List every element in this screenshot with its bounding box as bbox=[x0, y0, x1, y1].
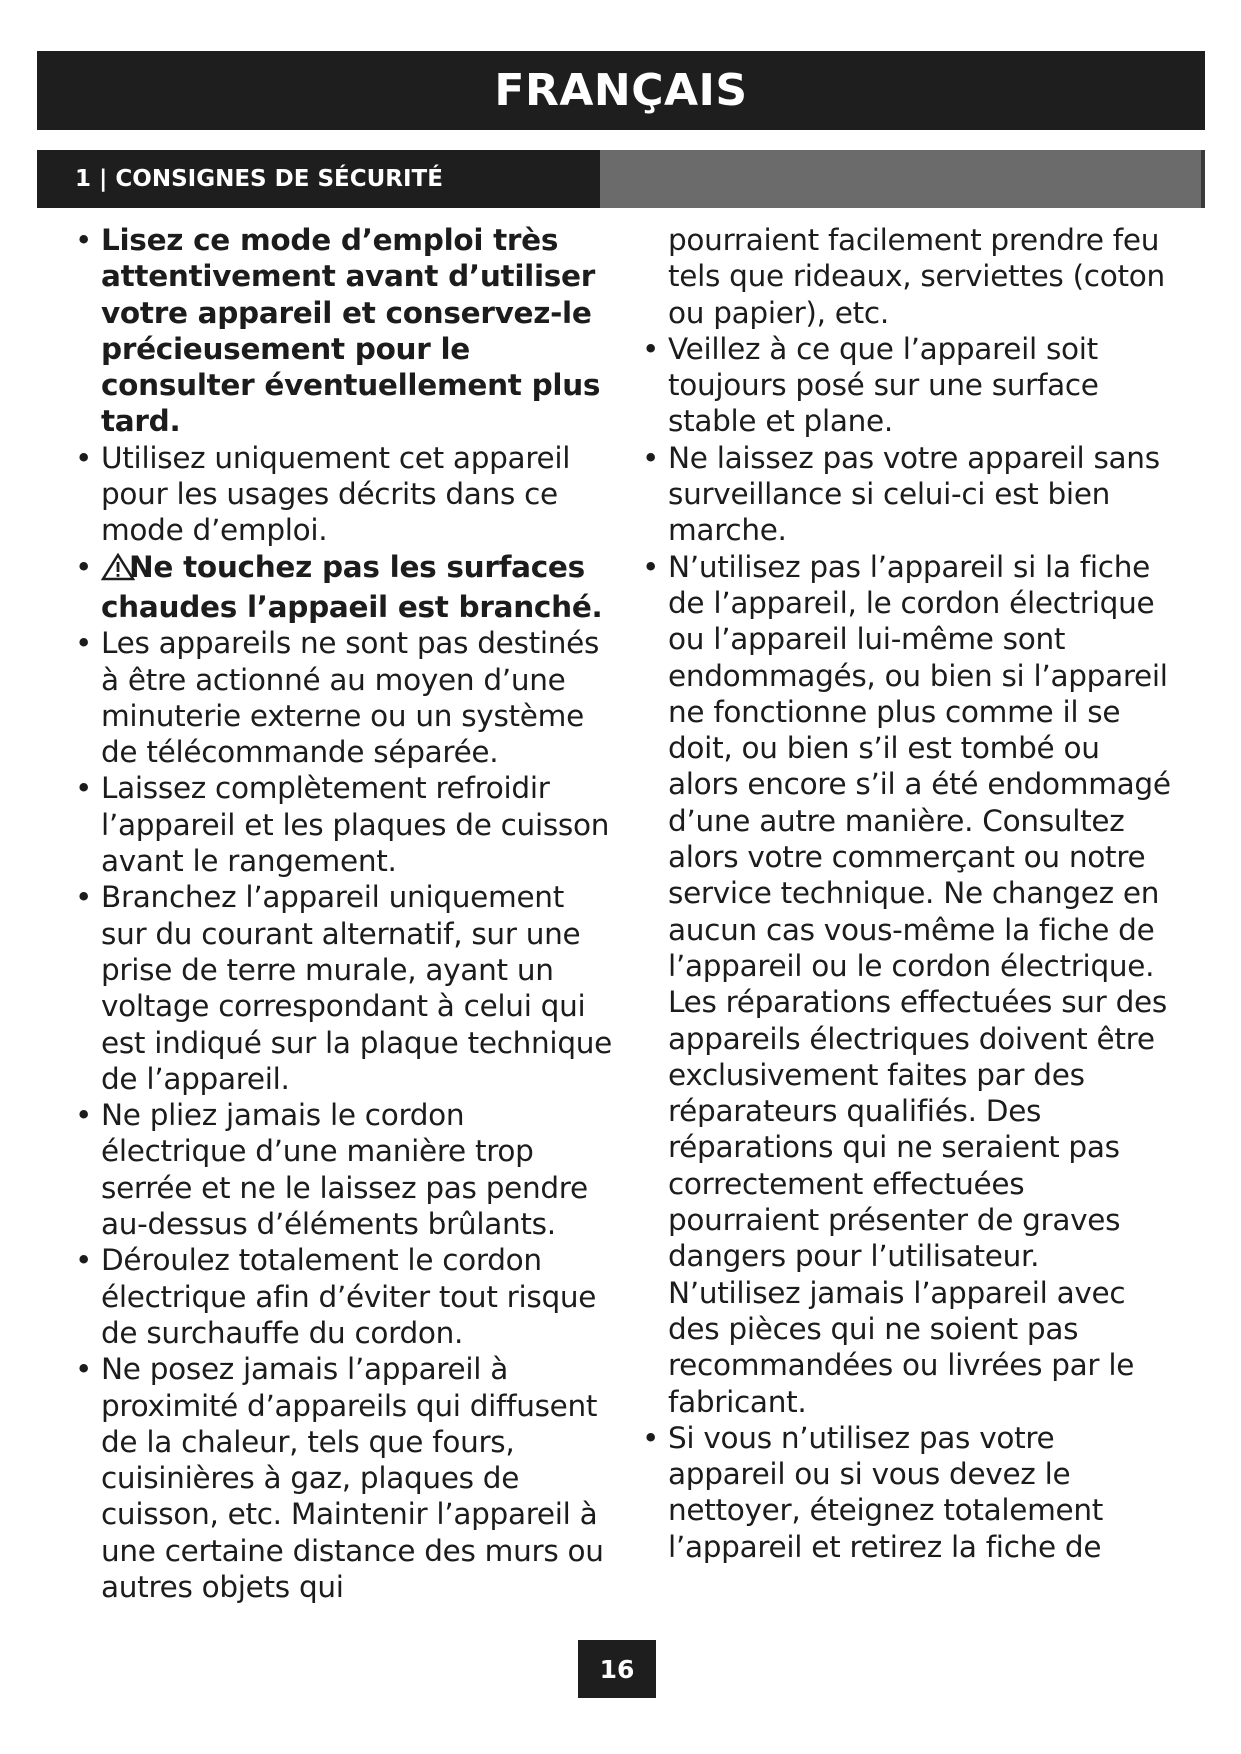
list-item: • Lisez ce mode d’emploi très attentivement avant d’utiliser votre appareil et conservez-le précieusement pour le consulter éventuellement plus tard. bbox=[70, 222, 615, 440]
list-item: • Si vous n’utilisez pas votre appareil ou si vous devez le nettoyer, éteignez totalement l’appareil et retirez la fiche de bbox=[637, 1420, 1177, 1565]
section-header bbox=[37, 150, 1205, 208]
list-item: • Veillez à ce que l’appareil soit toujours posé sur une surface stable et plane. bbox=[637, 331, 1177, 440]
list-item: • Ne posez jamais l’appareil à proximité d’appareils qui diffusent de la chaleur, tels que fours, cuisinières à gaz, plaques de cuisson, etc. Maintenir l’appareil à une certaine distance des murs ou autres objets qui bbox=[70, 1351, 615, 1605]
left-column bbox=[70, 222, 615, 1605]
list-item: • Utilisez uniquement cet appareil pour les usages décrits dans ce mode d’emploi. bbox=[70, 440, 615, 549]
list-item: • Déroulez totalement le cordon électrique afin d’éviter tout risque de surchauffe du cordon. bbox=[70, 1242, 615, 1351]
list-item: • Les appareils ne sont pas destinés à être actionné au moyen d’une minuterie externe ou un système de télécommande séparée. bbox=[70, 625, 615, 770]
list-item: • Branchez l’appareil uniquement sur du courant alternatif, sur une prise de terre murale, ayant un voltage correspondant à celui qui est indiqué sur la plaque technique de l’appareil. bbox=[70, 879, 615, 1097]
list-item: • Ne laissez pas votre appareil sans surveillance si celui-ci est bien marche. bbox=[637, 440, 1177, 549]
language-header bbox=[37, 51, 1205, 130]
list-item: • Ne pliez jamais le cordon électrique d’une manière trop serrée et ne le laissez pas pendre au-dessus d’éléments brûlants. bbox=[70, 1097, 615, 1242]
section-title: 1 | CONSIGNES DE SÉCURITÉ bbox=[75, 166, 443, 192]
section-title-box bbox=[37, 150, 600, 208]
right-column bbox=[637, 222, 1177, 1565]
list-item: • Laissez complètement refroidir l’appareil et les plaques de cuisson avant le rangement. bbox=[70, 770, 615, 879]
language-title: FRANÇAIS bbox=[494, 65, 748, 116]
continued-paragraph: pourraient facilement prendre feu tels que rideaux, serviettes (coton ou papier), etc. bbox=[668, 223, 1165, 330]
page-number: 16 bbox=[578, 1640, 656, 1698]
list-item: • N’utilisez pas l’appareil si la fiche de l’appareil, le cordon électrique ou l’appareil lui-même sont endommagés, ou bien si l’appareil ne fonctionne plus comme il se doit, ou bien s’il est tombé ou alors encore s’il a été endommagé d’une autre manière. Consultez alors votre commerçant ou notre service technique. Ne changez en aucun cas vous-même la fiche de l’appareil ou le cordon électrique. Les réparations effectuées sur des appareils électriques doivent être exclusivement faites par des réparateurs qualifiés. Des réparations qui ne seraient pas correctement effectuées pourraient présenter de graves dangers pour l’utilisateur. N’utilisez jamais l’appareil avec des pièces qui ne soient pas recommandées ou livrées par le fabricant. bbox=[637, 549, 1177, 1420]
list-item: • Ne touchez pas les surfaces chaudes l’appaeil est branché. bbox=[70, 549, 615, 626]
